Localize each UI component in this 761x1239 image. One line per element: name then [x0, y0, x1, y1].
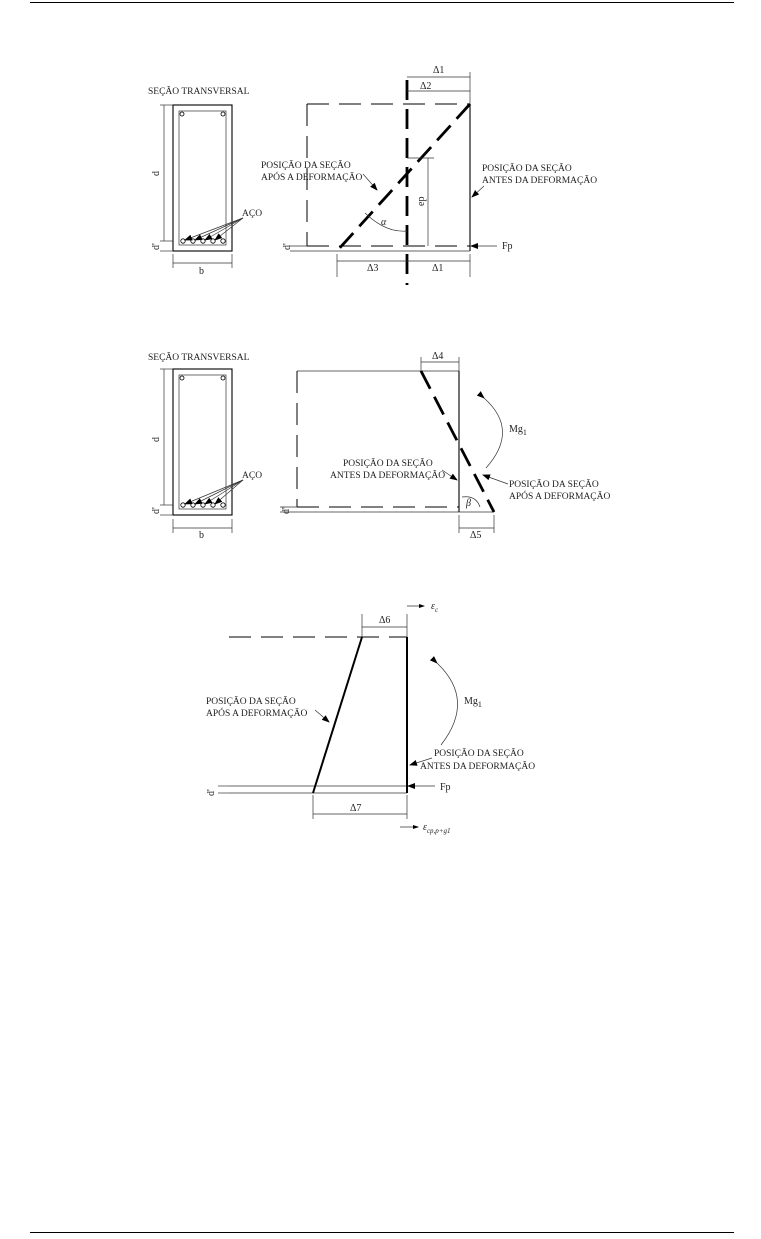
- delta3-label: Δ3: [367, 263, 379, 274]
- steel-bar: [211, 503, 215, 507]
- dim-b-label: b: [199, 530, 204, 541]
- dim-dprime-label: d': [151, 507, 162, 514]
- delta4-label: Δ4: [432, 351, 444, 362]
- ep-label: ep: [416, 196, 427, 206]
- after-label-2: APÓS A DEFORMAÇÃO: [261, 173, 363, 183]
- steel-leader: [205, 218, 243, 240]
- cross-section-2: [148, 351, 262, 541]
- section-after-deformation: [421, 371, 494, 512]
- figure-2: [148, 351, 610, 541]
- moment-arrow: [437, 663, 458, 745]
- elevation-2: [280, 351, 610, 541]
- after-leader: [363, 174, 377, 190]
- steel-bar: [191, 503, 195, 507]
- dim-d-label: d: [151, 437, 162, 442]
- top-bar: [180, 376, 184, 380]
- moment-label: $Mg_1$: [509, 424, 527, 437]
- stirrup: [179, 375, 226, 509]
- figure-3: [206, 601, 535, 835]
- figure-1: [148, 65, 597, 285]
- after-leader: [315, 710, 329, 722]
- dim-dprime-label: d': [151, 243, 162, 250]
- moment-label: $Mg_1$: [464, 696, 482, 709]
- steel-leader: [185, 218, 243, 240]
- delta1-bottom-label: Δ1: [432, 263, 444, 274]
- dim-dprime-label: d': [281, 507, 292, 514]
- after-label-1: POSIÇÃO DA SEÇÃO: [261, 161, 351, 171]
- steel-bar: [201, 503, 205, 507]
- eps-p-label: $\varepsilon_{cp,p+g1}$: [423, 822, 451, 835]
- top-bar: [180, 112, 184, 116]
- dim-dprime-label: d': [206, 789, 217, 796]
- beta-arc: [462, 497, 480, 507]
- steel-bar: [201, 239, 205, 243]
- steel-bar: [221, 239, 225, 243]
- top-bar: [221, 376, 225, 380]
- section-outline: [173, 369, 232, 515]
- fp-label: Fp: [440, 782, 451, 793]
- before-label-2: ANTES DA DEFORMAÇÃO: [330, 471, 446, 481]
- before-label-2: ANTES DA DEFORMAÇÃO: [482, 176, 598, 186]
- delta6-label: Δ6: [379, 615, 391, 626]
- steel-bar: [211, 239, 215, 243]
- before-label-1: POSIÇÃO DA SEÇÃO: [434, 749, 524, 759]
- delta5-label: Δ5: [470, 530, 482, 541]
- steel-bar: [181, 239, 185, 243]
- before-label-1: POSIÇÃO DA SEÇÃO: [343, 459, 433, 469]
- section-title: SEÇÃO TRANSVERSAL: [148, 87, 250, 97]
- steel-leader: [205, 480, 243, 504]
- fp-label: Fp: [502, 241, 513, 252]
- after-label-1: POSIÇÃO DA SEÇÃO: [206, 697, 296, 707]
- delta2-label: Δ2: [420, 81, 432, 92]
- beta-label: β: [466, 498, 471, 509]
- before-leader: [472, 186, 484, 197]
- elevation-1: [261, 65, 597, 285]
- steel-leader: [185, 480, 243, 504]
- delta1-top-label: Δ1: [433, 65, 445, 76]
- section-title: SEÇÃO TRANSVERSAL: [148, 353, 250, 363]
- steel-bar: [181, 503, 185, 507]
- after-label-2: APÓS A DEFORMAÇÃO: [509, 492, 611, 502]
- after-leader: [483, 475, 508, 484]
- moment-arrow: [484, 398, 503, 468]
- top-bar: [221, 112, 225, 116]
- steel-label: AÇO: [242, 471, 263, 481]
- before-label-1: POSIÇÃO DA SEÇÃO: [482, 164, 572, 174]
- steel-bar: [191, 239, 195, 243]
- delta7-label: Δ7: [350, 803, 362, 814]
- after-label-2: APÓS A DEFORMAÇÃO: [206, 709, 308, 719]
- steel-bar: [221, 503, 225, 507]
- stirrup: [179, 111, 226, 245]
- dim-dprime-label: d': [282, 243, 293, 250]
- dim-b-label: b: [199, 266, 204, 277]
- eps-c-label: $\varepsilon_c$: [431, 601, 439, 614]
- cross-section-1: [148, 85, 262, 277]
- before-label-2: ANTES DA DEFORMAÇÃO: [420, 762, 536, 772]
- after-label-1: POSIÇÃO DA SEÇÃO: [509, 480, 599, 490]
- steel-label: AÇO: [242, 209, 263, 219]
- alpha-label: α: [381, 217, 387, 228]
- dim-d-label: d: [151, 171, 162, 176]
